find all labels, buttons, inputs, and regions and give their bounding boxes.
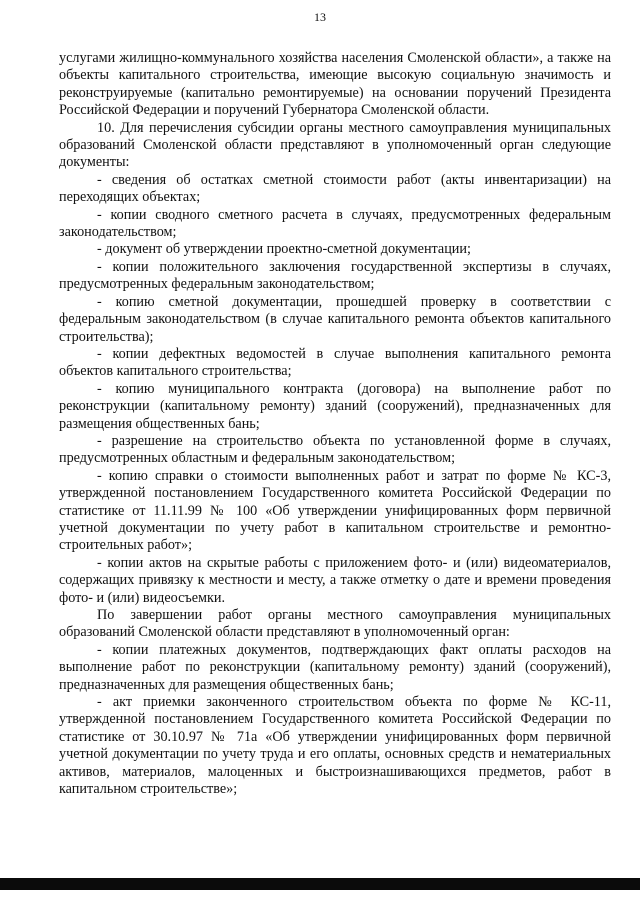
list-item: - копии платежных документов, подтверждающих факт оплаты расходов на выполнение работ по реконструкции (капитальному ремонту) зданий (сооружений), предназначенных для размещения общественных бань; — [59, 641, 611, 693]
list-item: - копии положительного заключения государственной экспертизы в случаях, предусмотренных федеральным законодательством; — [59, 258, 611, 293]
paragraph-after-completion: По завершении работ органы местного самоуправления муниципальных образований Смоленской области представляют в уполномоченный орган: — [59, 607, 611, 641]
document-body — [59, 50, 611, 798]
list-item: - копии актов на скрытые работы с приложением фото- и (или) видеоматериалов, содержащих привязку к местности и месту, а также отметку о дате и времени проведения фото- и (или) видеосъемки. — [59, 554, 611, 606]
list-item: - копию сметной документации, прошедшей проверку в соответствии с федеральным законодательством (в случае капитального ремонта объектов капитального строительства); — [59, 293, 611, 345]
paragraph-continuation: услугами жилищно-коммунального хозяйства населения Смоленской области», а также на объекты капитального строительства, имеющие высокую социальную значимость и реконструируемые (капитально ремонтируемые) на основании поручений Президента Российской Федерации и поручений Губернатора Смоленской области. — [59, 50, 611, 119]
list-item: - разрешение на строительство объекта по установленной форме в случаях, предусмотренных областным и федеральным законодательством; — [59, 432, 611, 467]
list-item: - сведения об остатках сметной стоимости работ (акты инвентаризации) на переходящих объектах; — [59, 171, 611, 206]
list-item: - копии сводного сметного расчета в случаях, предусмотренных федеральным законодательством; — [59, 206, 611, 241]
list-item: - акт приемки законченного строительством объекта по форме № КС-11, утвержденной постановлением Государственного комитета Российской Федерации по статистике от 30.10.97 № 71а «Об утверждении унифицированных форм первичной учетной документации по учету труда и его оплаты, основных средств и нематериальных активов, материалов, малоценных и быстроизнашивающихся предметов, работ в капитальном строительстве»; — [59, 694, 611, 798]
scan-bottom-bar — [0, 878, 640, 890]
paragraph-item-10: 10. Для перечисления субсидии органы местного самоуправления муниципальных образований Смоленской области представляют в уполномоченный орган следующие документы: — [59, 119, 611, 171]
list-item: - копию справки о стоимости выполненных работ и затрат по форме № КС-3, утвержденной постановлением Государственного комитета Российской Федерации по статистике от 11.11.99 № 100 «Об утверждении унифицированных форм первичной учетной документации по учету работ в капитальном строительстве и ремонтно-строительных работ»; — [59, 467, 611, 554]
page-number: 13 — [314, 10, 326, 24]
list-item: - документ об утверждении проектно-сметной документации; — [97, 241, 471, 258]
list-item: - копии дефектных ведомостей в случае выполнения капитального ремонта объектов капитального строительства; — [59, 345, 611, 380]
list-item: - копию муниципального контракта (договора) на выполнение работ по реконструкции (капитальному ремонту) зданий (сооружений), предназначенных для размещения общественных бань; — [59, 380, 611, 432]
